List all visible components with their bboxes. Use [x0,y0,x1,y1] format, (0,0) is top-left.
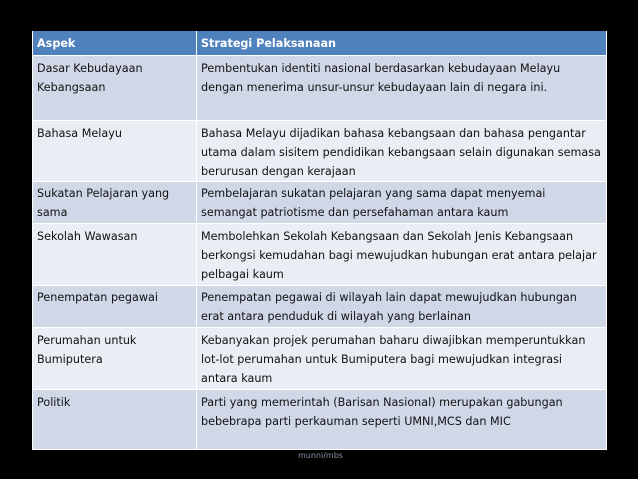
strategy-cell: Parti yang memerintah (Barisan Nasional) merupakan gabungan bebebrapa parti perkauman seperti UMNI,MCS dan MIC [197,390,607,450]
table-row [33,56,607,121]
aspect-cell: Penempatan pegawai [33,286,197,328]
aspect-cell: Sukatan Pelajaran yang sama [33,182,197,224]
table-row [33,224,607,286]
strategy-cell: Penempatan pegawai di wilayah lain dapat mewujudkan hubungan erat antara penduduk di wilayah yang berlainan [197,286,607,328]
aspect-cell: Sekolah Wawasan [33,224,197,286]
header-aspek: Aspek [33,31,197,56]
table-row [33,390,607,450]
aspect-cell: Bahasa Melayu [33,121,197,182]
header-strategi-pelaksanaan: Strategi Pelaksanaan [197,31,607,56]
strategy-cell: Bahasa Melayu dijadikan bahasa kebangsaan dan bahasa pengantar utama dalam sisitem pendidikan kebangsaan selain digunakan semasa berurusan dengan kerajaan [197,121,607,182]
table-row [33,286,607,328]
table-row [33,121,607,182]
table-row [33,182,607,224]
watermark: munni/mbs [298,451,343,460]
strategy-cell: Kebanyakan projek perumahan baharu diwajibkan memperuntukkan lot-lot perumahan untuk Bumiputera bagi mewujudkan integrasi antara kaum [197,328,607,390]
aspect-cell: Politik [33,390,197,450]
strategy-table [32,31,607,450]
strategy-cell: Pembentukan identiti nasional berdasarkan kebudayaan Melayu dengan menerima unsur-unsur kebudayaan lain di negara ini. [197,56,607,121]
table-header-row [33,31,607,56]
strategy-cell: Membolehkan Sekolah Kebangsaan dan Sekolah Jenis Kebangsaan berkongsi kemudahan bagi mewujudkan hubungan erat antara pelajar pelbagai kaum [197,224,607,286]
strategy-cell: Pembelajaran sukatan pelajaran yang sama dapat menyemai semangat patriotisme dan persefahaman antara kaum [197,182,607,224]
aspect-cell: Perumahan untuk Bumiputera [33,328,197,390]
aspect-cell: Dasar Kebudayaan Kebangsaan [33,56,197,121]
table-row [33,328,607,390]
